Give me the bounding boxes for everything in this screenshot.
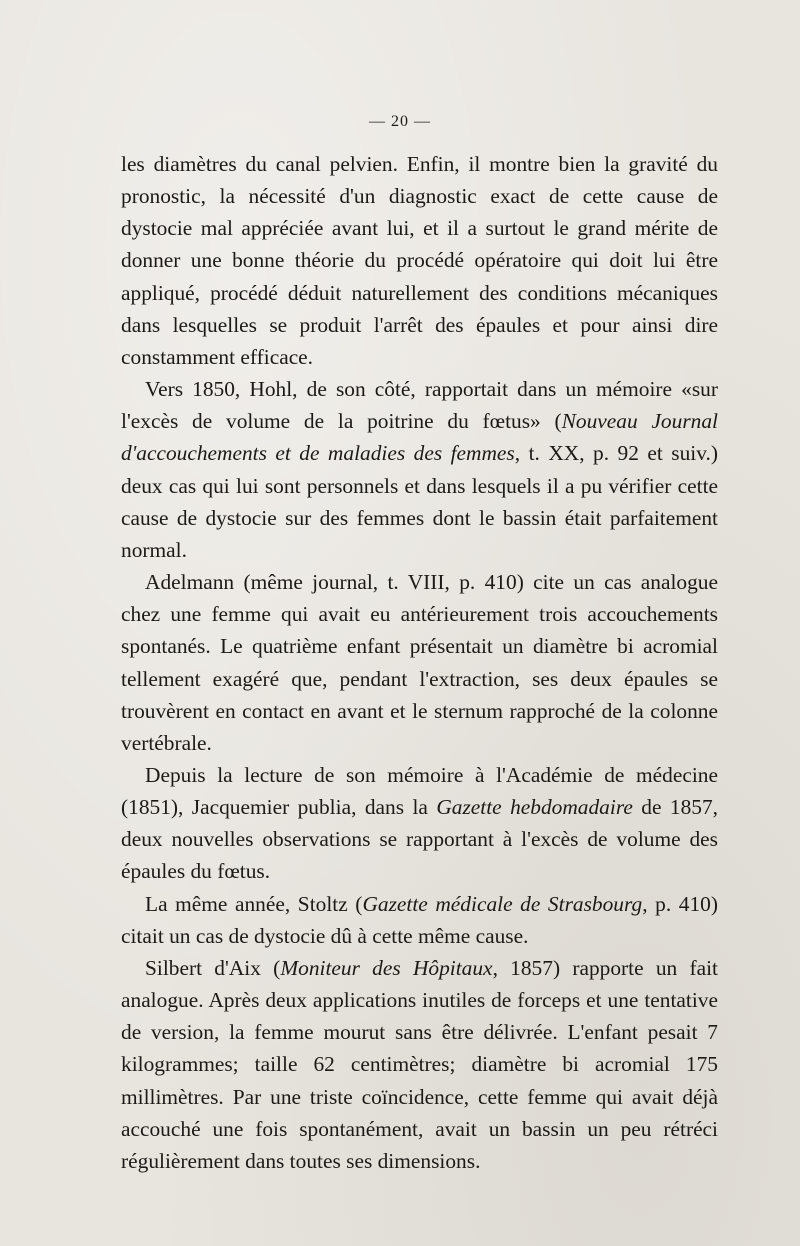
text-segment: Depuis la lecture de son mémoire à l'Académie de médecine (1851), Jacquemier publia, dans la	[121, 762, 718, 820]
text-segment: les diamètres du canal pelvien. Enfin, il montre bien la gravité du pronostic, la nécessité d'un diagnostic exact de cette cause de dystocie mal appréciée avant lui, et il a surtout le grand mérite de donner une bonne théorie du procédé opératoire qui doit lui être appliqué, procédé déduit naturellement des conditions mécaniques dans lesquelles se produit l'arrêt des épaules et pour ainsi dire constamment efficace.	[121, 152, 718, 369]
journal-title: Gazette hebdomadaire	[436, 795, 633, 820]
page-number: — 20 —	[369, 113, 431, 130]
paragraph-2	[121, 373, 718, 566]
text-segment: Vers 1850, Hohl, de son côté, rapportait dans un mémoire «sur l'excès de volume de la poitrine du fœtus» (	[121, 377, 718, 434]
body-text	[121, 148, 718, 1177]
paragraph-4	[121, 759, 718, 888]
text-segment: , t. XX, p. 92 et suiv.) deux cas qui lui sont personnels et dans lesquels il a pu vérifier cette cause de dystocie sur des femmes dont le bassin était parfaitement normal.	[121, 441, 719, 562]
text-segment: de 1857, deux nouvelles observations se rapportant à l'excès de volume des épaules du fœtus.	[121, 795, 719, 884]
text-segment: , p. 410) citait un cas de dystocie dû à cette même cause.	[121, 891, 719, 948]
paragraph-3	[121, 566, 718, 759]
paragraph-5	[121, 888, 718, 952]
journal-title: Moniteur des Hôpitaux	[280, 955, 493, 980]
journal-title: Gazette médicale de Strasbourg	[362, 891, 643, 916]
text-segment: , 1857) rapporte un fait analogue. Après deux applications inutiles de forceps et une tentative de version, la femme mourut sans être délivrée. L'enfant pesait 7 kilogrammes; taille 62 centimètres; diamètre bi acromial 175 millimètres. Par une triste coïncidence, cette femme qui avait déjà accouché une fois spontanément, avait un bassin un peu rétréci régulièrement dans toutes ses dimensions.	[121, 955, 718, 1173]
text-segment: Silbert d'Aix (	[145, 955, 281, 980]
paragraph-1	[121, 148, 718, 373]
journal-title: Nouveau Journal d'accouchements et de maladies des femmes	[121, 409, 718, 466]
paragraph-6	[121, 952, 718, 1177]
text-segment: La même année, Stoltz (	[145, 891, 363, 916]
text-segment: Adelmann (même journal, t. VIII, p. 410) cite un cas analogue chez une femme qui avait eu antérieurement trois accouchements spontanés. Le quatrième enfant présentait un diamètre bi acromial tellement exagéré que, pendant l'extraction, ses deux épaules se trouvèrent en contact en avant et le sternum rapproché de la colonne vertébrale.	[121, 570, 718, 755]
